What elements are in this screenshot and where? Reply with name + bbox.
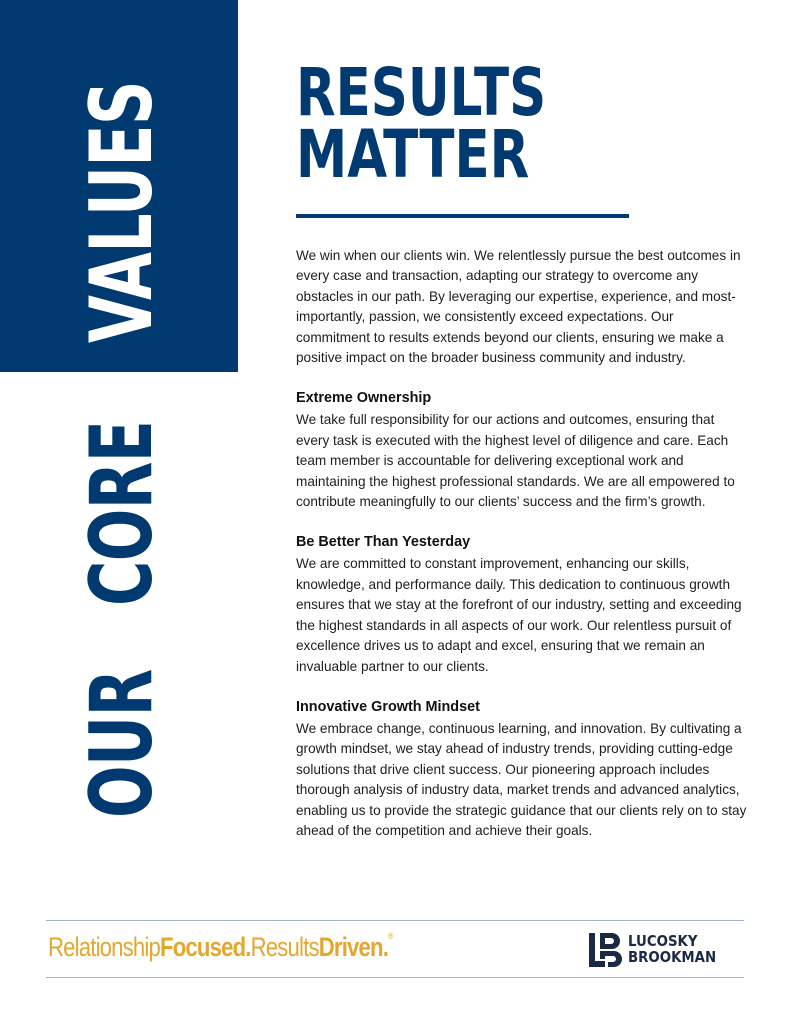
vertical-title-values: VALUES: [72, 80, 172, 343]
section-growth-mindset: [296, 696, 748, 841]
logo-line1: LUCOSKY: [628, 932, 698, 950]
page-title-line1: RESULTS: [296, 54, 547, 131]
section-body: We are committed to constant improvement, enhancing our skills, knowledge, and performance daily. This dedication to continuous growth ensures that we stay at the forefront of our industry, setting and exceeding the highest standards in all aspects of our work. Our relentless pursuit of excellence drives us to adapt and excel, ensuring that we remain an invaluable partner to our clients.: [296, 556, 742, 674]
vertical-title: [72, 38, 172, 818]
section-extreme-ownership: [296, 387, 748, 512]
tagline-part2: Focused.: [160, 932, 251, 962]
section-heading: Innovative Growth Mindset: [296, 698, 480, 715]
vertical-title-core: CORE: [72, 420, 172, 606]
vertical-title-our: OUR: [72, 669, 172, 818]
registered-mark: ®: [388, 931, 393, 941]
page-title: [296, 54, 736, 193]
logo-wordmark: [628, 933, 731, 965]
company-logo: [588, 932, 748, 968]
page-title-line2: MATTER: [296, 116, 530, 193]
footer-tagline: [48, 930, 468, 964]
section-body: We embrace change, continuous learning, and innovation. By cultivating a growth mindset, we stay ahead of industry trends, providing cutting-edge solutions that drive client success. Our pioneering approach includes thorough analysis of industry data, market trends and advanced analytics, enabling us to provide the strategic guidance that our clients rely on to stay ahead of the competition and achieve their goals.: [296, 720, 747, 838]
footer-bottom-rule: [46, 977, 744, 978]
tagline-part1: Relationship: [48, 932, 161, 962]
section-be-better: [296, 531, 748, 676]
section-heading: Extreme Ownership: [296, 390, 432, 407]
intro-paragraph: We win when our clients win. We relentlessly pursue the best outcomes in every case and transaction, adapting our strategy to overcome any obstacles in our path. By leveraging our expertise, experience, and most-importantly, passion, we consistently exceed expectations. Our commitment to results extends beyond our clients, ensuring we make a positive impact on the broader business community and industry.: [296, 248, 741, 366]
section-body: We take full responsibility for our actions and outcomes, ensuring that every task is executed with the highest level of diligence and care. Each team member is accountable for delivering exceptional work and maintaining the highest professional standards. We are all empowered to contribute meaningfully to our clients’ success and the firm’s growth.: [296, 412, 735, 510]
tagline-part4: Driven.: [318, 932, 389, 962]
logo-mark-icon: [588, 932, 626, 968]
main-content: [296, 246, 748, 841]
tagline-part3: Results: [250, 932, 319, 962]
footer-top-rule: [46, 920, 744, 921]
logo-line2: BROOKMAN: [628, 948, 717, 966]
section-heading: Be Better Than Yesterday: [296, 534, 471, 551]
title-divider: [296, 214, 629, 218]
